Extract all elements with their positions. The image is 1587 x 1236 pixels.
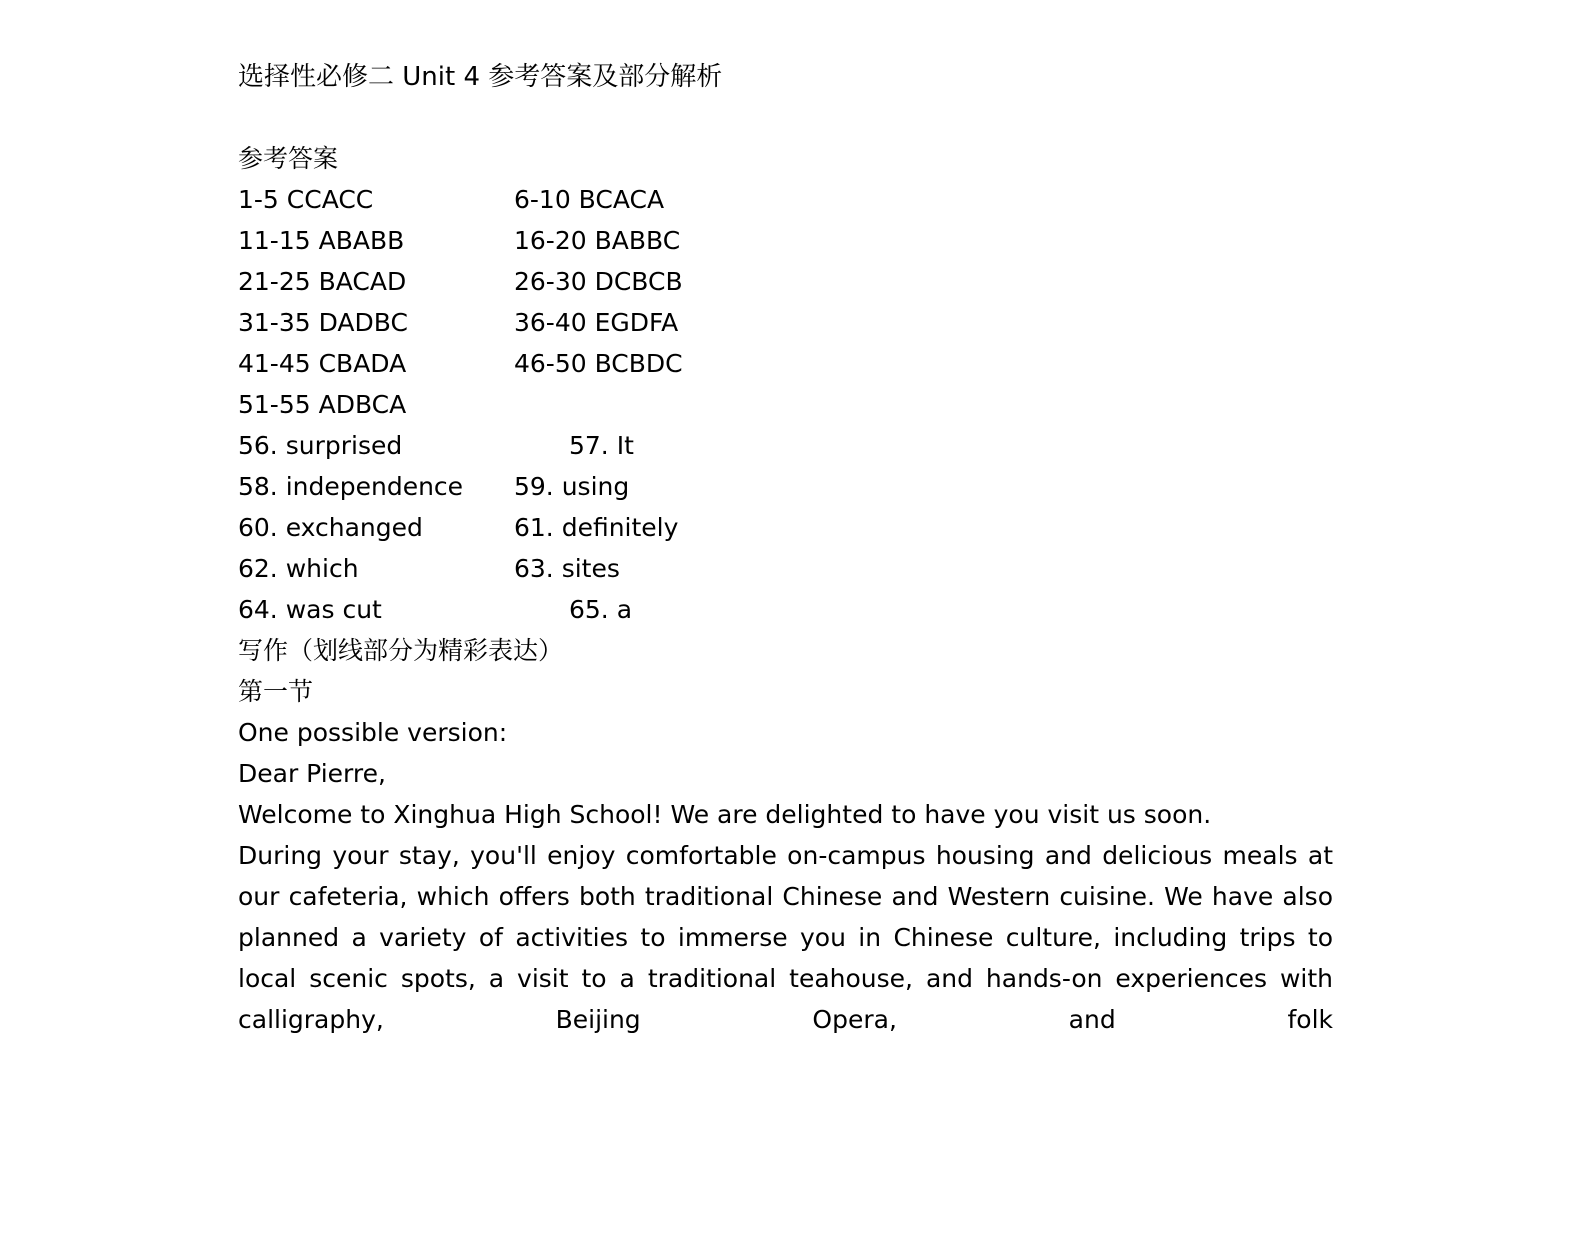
answer-group: 36-40 EGDFA xyxy=(514,308,679,337)
answer-group: 1-5 CCACC xyxy=(238,185,374,214)
fill-row xyxy=(238,466,1333,507)
fill-answer: 65. a xyxy=(569,595,633,624)
answer-row xyxy=(238,384,1333,425)
fill-answer: 59. using xyxy=(514,472,630,501)
answer-group: 46-50 BCBDC xyxy=(514,349,683,378)
answer-group: 16-20 BABBC xyxy=(514,226,681,255)
answer-group: 6-10 BCACA xyxy=(514,185,665,214)
answer-row xyxy=(238,220,1333,261)
answer-row xyxy=(238,261,1333,302)
answer-group: 51-55 ADBCA xyxy=(238,390,407,419)
fill-answer: 64. was cut xyxy=(238,595,382,624)
letter-greeting: Dear Pierre, xyxy=(238,759,386,788)
fill-row xyxy=(238,507,1333,548)
document-title: 选择性必修二 Unit 4 参考答案及部分解析 xyxy=(238,62,723,92)
fill-row xyxy=(238,548,1333,589)
answer-row xyxy=(238,302,1333,343)
answer-group: 21-25 BACAD xyxy=(238,267,407,296)
writing-heading: 写作（划线部分为精彩表达） xyxy=(238,636,564,665)
letter-opening: Welcome to Xinghua High School! We are delighted to have you visit us soon. xyxy=(238,800,1212,829)
fill-answer: 61. definitely xyxy=(514,513,679,542)
section-one-heading: 第一节 xyxy=(238,677,314,706)
fill-row xyxy=(238,589,1333,630)
answer-row xyxy=(238,179,1333,220)
fill-answer: 57. It xyxy=(569,431,634,460)
answer-key-table xyxy=(238,179,1333,425)
answer-group: 31-35 DADBC xyxy=(238,308,408,337)
fill-in-answers xyxy=(238,425,1333,630)
fill-row xyxy=(238,425,1333,466)
answer-group: 26-30 DCBCB xyxy=(514,267,683,296)
letter-body-paragraph: During your stay, you'll enjoy comfortable on-campus housing and delicious meals at our cafeteria, which offers both traditional Chinese and Western cuisine. We have also planned a variety of activities to immerse you in Chinese culture, including trips to local scenic spots, a visit to a traditional teahouse, and hands-on experiences with calligraphy, Beijing Opera, and folk xyxy=(238,841,1333,1034)
fill-answer: 56. surprised xyxy=(238,431,403,460)
answers-heading: 参考答案 xyxy=(238,144,339,173)
answer-group: 41-45 CBADA xyxy=(238,349,407,378)
document-content xyxy=(238,56,1333,1034)
answer-group: 11-15 ABABB xyxy=(238,226,405,255)
answer-row xyxy=(238,343,1333,384)
fill-answer: 58. independence xyxy=(238,472,464,501)
fill-answer: 62. which xyxy=(238,554,359,583)
fill-answer: 60. exchanged xyxy=(238,513,423,542)
version-label: One possible version: xyxy=(238,718,508,747)
fill-answer: 63. sites xyxy=(514,554,620,583)
